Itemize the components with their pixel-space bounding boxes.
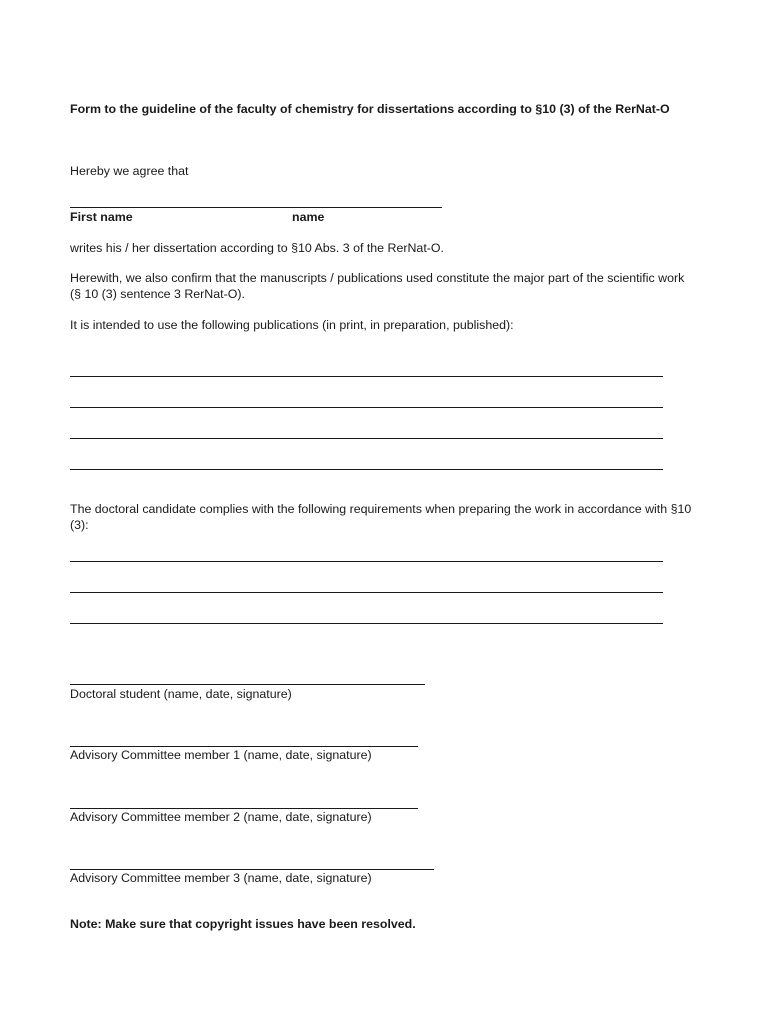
- agree-text: Hereby we agree that: [70, 164, 189, 178]
- signature-label-committee-2: Advisory Committee member 2 (name, date, signature): [70, 810, 372, 824]
- first-name-label: First name: [70, 210, 133, 224]
- requirement-line[interactable]: [70, 623, 663, 624]
- publication-line[interactable]: [70, 438, 663, 439]
- form-title: Form to the guideline of the faculty of chemistry for dissertations according to §10 (3) of the RerNat-O: [70, 102, 670, 116]
- signature-label-committee-3: Advisory Committee member 3 (name, date, signature): [70, 871, 372, 885]
- publications-text: It is intended to use the following publications (in print, in preparation, published):: [70, 318, 514, 332]
- signature-label-committee-1: Advisory Committee member 1 (name, date, signature): [70, 748, 372, 762]
- signature-label-doctoral-student: Doctoral student (name, date, signature): [70, 687, 292, 701]
- confirm-text: Herewith, we also confirm that the manuscripts / publications used constitute the major part of the scientific work (§ 10 (3) sentence 3 RerNat-O).: [70, 271, 685, 301]
- writes-text: writes his / her dissertation according to §10 Abs. 3 of the RerNat-O.: [70, 241, 444, 255]
- signature-line-doctoral-student[interactable]: [70, 684, 425, 685]
- copyright-note: Note: Make sure that copyright issues have been resolved.: [70, 917, 416, 931]
- requirement-line[interactable]: [70, 592, 663, 593]
- publication-line[interactable]: [70, 469, 663, 470]
- publication-line[interactable]: [70, 376, 663, 377]
- requirement-line[interactable]: [70, 561, 663, 562]
- name-line[interactable]: [70, 207, 442, 208]
- requirements-text: The doctoral candidate complies with the following requirements when preparing the work in accordance with §10 (3):: [70, 502, 692, 532]
- name-label: name: [292, 210, 325, 224]
- publication-line[interactable]: [70, 407, 663, 408]
